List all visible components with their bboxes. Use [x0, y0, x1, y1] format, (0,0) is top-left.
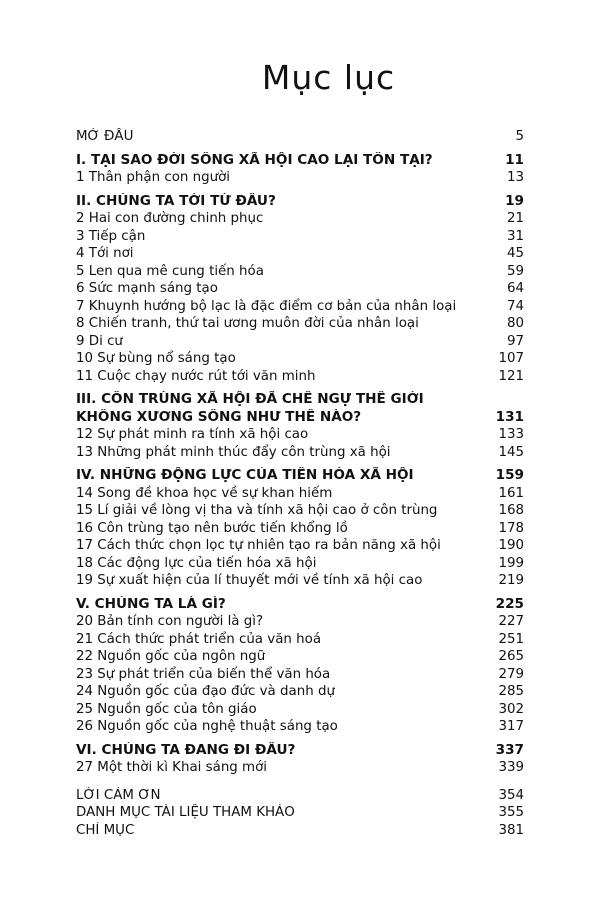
toc-entry-label: 14 Song đề khoa học về sự khan hiếm: [76, 485, 333, 501]
toc-entry: [76, 666, 524, 684]
toc-entry: [76, 350, 524, 368]
toc-entry-page: 13: [506, 170, 524, 185]
toc-entry: [76, 333, 524, 351]
toc-entry-page: 227: [498, 614, 524, 629]
toc-entry-page: 21: [506, 211, 524, 226]
toc-entry: [76, 426, 524, 444]
toc-entry-label: CHỈ MỤC: [76, 822, 135, 838]
toc-entry-page: 265: [498, 649, 524, 664]
toc-entry-page: 355: [498, 805, 524, 820]
toc-entry-label: 4 Tới nơi: [76, 246, 134, 261]
toc-entry-label: MỞ ĐẦU: [76, 129, 134, 144]
toc-entry-label: 24 Nguồn gốc của đạo đức và danh dự: [76, 684, 335, 699]
toc-entry: [76, 537, 524, 555]
toc-entry-label: 2 Hai con đường chinh phục: [76, 211, 264, 226]
toc-entry-page: 199: [498, 555, 524, 571]
toc-entry-page: 279: [498, 666, 524, 682]
toc-entry-label: 6 Sức mạnh sáng tạo: [76, 281, 218, 296]
toc-entry: [76, 315, 524, 333]
toc-entry: [76, 822, 524, 840]
toc-entry-page: 178: [498, 520, 524, 536]
toc-entry-page: 145: [498, 444, 524, 460]
toc-entry-label: 3 Tiếp cận: [76, 228, 146, 244]
toc-entry: [76, 742, 524, 760]
toc-entry: [76, 128, 524, 146]
toc-entry-page: 381: [498, 822, 524, 838]
toc-entry-page: 19: [505, 192, 524, 209]
toc-entry-label: KHÔNG XƯƠNG SỐNG NHƯ THẾ NÀO?: [76, 408, 362, 425]
toc-entry-page: 45: [506, 246, 524, 261]
toc-entry: [76, 368, 524, 386]
toc-entry-page: 59: [506, 263, 524, 279]
toc-entry-label: LỜI CẢM ƠN: [76, 787, 161, 803]
toc-entry-page: 121: [498, 368, 524, 384]
toc-entry-label: 16 Côn trùng tạo nên bước tiến khổng lồ: [76, 520, 348, 536]
toc-entry-page: 190: [498, 538, 524, 553]
toc-entry: [76, 555, 524, 573]
toc-entry-page: 133: [498, 427, 524, 442]
toc-entry-label: VI. CHÚNG TA ĐANG ĐI ĐÂU?: [76, 741, 296, 758]
toc-entry: [76, 701, 524, 719]
toc-entry-page: 302: [498, 701, 524, 717]
toc-entry-page: 161: [498, 485, 524, 501]
toc-entry-label: II. CHÚNG TA TỚI TỪ ĐÂU?: [76, 192, 276, 209]
page-title: Mục lục: [261, 58, 396, 97]
table-of-contents: [76, 128, 524, 839]
toc-entry: [76, 263, 524, 281]
toc-entry-label: 19 Sự xuất hiện của lí thuyết mới về tính xã hội cao: [76, 573, 423, 588]
toc-entry-label: III. CÔN TRÙNG XÃ HỘI ĐÃ CHẾ NGỰ THẾ GIỚI: [76, 391, 424, 407]
toc-entry: [76, 648, 524, 666]
toc-entry-page: 251: [498, 631, 524, 647]
toc-entry-label: 12 Sự phát minh ra tính xã hội cao: [76, 427, 309, 442]
toc-entry-label: 22 Nguồn gốc của ngôn ngữ: [76, 649, 266, 664]
toc-entry-page: 219: [498, 573, 524, 588]
toc-entry-page: 285: [498, 684, 524, 699]
toc-entry-page: 354: [498, 787, 524, 803]
toc-entry: [76, 245, 524, 263]
toc-entry-page: 97: [506, 333, 524, 349]
toc-entry-label: 20 Bản tính con người là gì?: [76, 614, 264, 629]
toc-entry: [76, 169, 524, 187]
toc-entry-label: 10 Sự bùng nổ sáng tạo: [76, 351, 236, 366]
toc-entry-page: 74: [506, 298, 524, 314]
toc-entry-page: 131: [495, 408, 524, 425]
toc-entry-page: 317: [498, 719, 524, 734]
toc-entry-label: 17 Cách thức chọn lọc tự nhiên tạo ra bản năng xã hội: [76, 538, 441, 553]
toc-entry-label: 9 Di cư: [76, 333, 123, 349]
toc-entry-label: 26 Nguồn gốc của nghệ thuật sáng tạo: [76, 719, 338, 734]
toc-entry-label: V. CHÚNG TA LÀ GÌ?: [76, 595, 226, 612]
toc-entry-label: 27 Một thời kì Khai sáng mới: [76, 760, 268, 775]
toc-entry-label: 11 Cuộc chạy nước rút tới văn minh: [76, 368, 316, 384]
toc-entry: [76, 718, 524, 736]
toc-entry-page: 337: [495, 741, 524, 758]
toc-entry: [76, 444, 524, 462]
toc-entry: [76, 391, 524, 409]
toc-entry-label: 15 Lí giải về lòng vị tha và tính xã hội cao ở côn trùng: [76, 503, 438, 518]
toc-entry-page: 168: [498, 503, 524, 518]
toc-entry-label: 5 Len qua mê cung tiến hóa: [76, 263, 264, 279]
toc-entry: [76, 467, 524, 485]
toc-entry: [76, 572, 524, 590]
toc-entry-label: IV. NHỮNG ĐỘNG LỰC CỦA TIẾN HÓA XÃ HỘI: [76, 467, 414, 483]
toc-entry-page: 339: [498, 760, 524, 775]
toc-entry-label: 25 Nguồn gốc của tôn giáo: [76, 701, 257, 717]
toc-entry: [76, 210, 524, 228]
toc-entry: [76, 280, 524, 298]
toc-entry-label: 7 Khuynh hướng bộ lạc là đặc điểm cơ bản của nhân loại: [76, 298, 457, 314]
toc-entry-page: 159: [495, 467, 524, 483]
toc-entry: [76, 520, 524, 538]
toc-entry-label: DANH MỤC TÀI LIỆU THAM KHẢO: [76, 805, 295, 820]
toc-entry-page: 80: [506, 316, 524, 331]
toc-entry: [76, 502, 524, 520]
toc-entry-page: 31: [506, 228, 524, 244]
toc-entry-label: 23 Sự phát triển của biến thể văn hóa: [76, 666, 331, 682]
toc-entry: [76, 596, 524, 614]
toc-entry: [76, 485, 524, 503]
toc-entry-page: 5: [515, 129, 524, 144]
toc-entry: [76, 228, 524, 246]
toc-entry-page: 64: [506, 281, 524, 296]
toc-entry-label: 18 Các động lực của tiến hóa xã hội: [76, 555, 317, 571]
toc-entry: [76, 759, 524, 777]
toc-entry: [76, 193, 524, 211]
toc-entry-page: 11: [505, 151, 524, 168]
toc-entry-label: I. TẠI SAO ĐỜI SỐNG XÃ HỘI CAO LẠI TỒN TẠI?: [76, 151, 433, 168]
toc-entry-page: 225: [495, 595, 524, 612]
toc-entry-label: 1 Thân phận con người: [76, 170, 231, 185]
toc-entry-label: 8 Chiến tranh, thứ tai ương muôn đời của nhân loại: [76, 316, 419, 331]
toc-entry: [76, 152, 524, 170]
toc-entry: [76, 787, 524, 805]
toc-entry: [76, 409, 524, 427]
toc-entry-label: 13 Những phát minh thúc đẩy côn trùng xã hội: [76, 444, 391, 460]
toc-entry: [76, 631, 524, 649]
toc-entry-page: 107: [498, 351, 524, 366]
toc-entry-label: 21 Cách thức phát triển của văn hoá: [76, 631, 322, 647]
toc-entry: [76, 683, 524, 701]
toc-entry: [76, 613, 524, 631]
toc-entry: [76, 804, 524, 822]
toc-entry: [76, 298, 524, 316]
